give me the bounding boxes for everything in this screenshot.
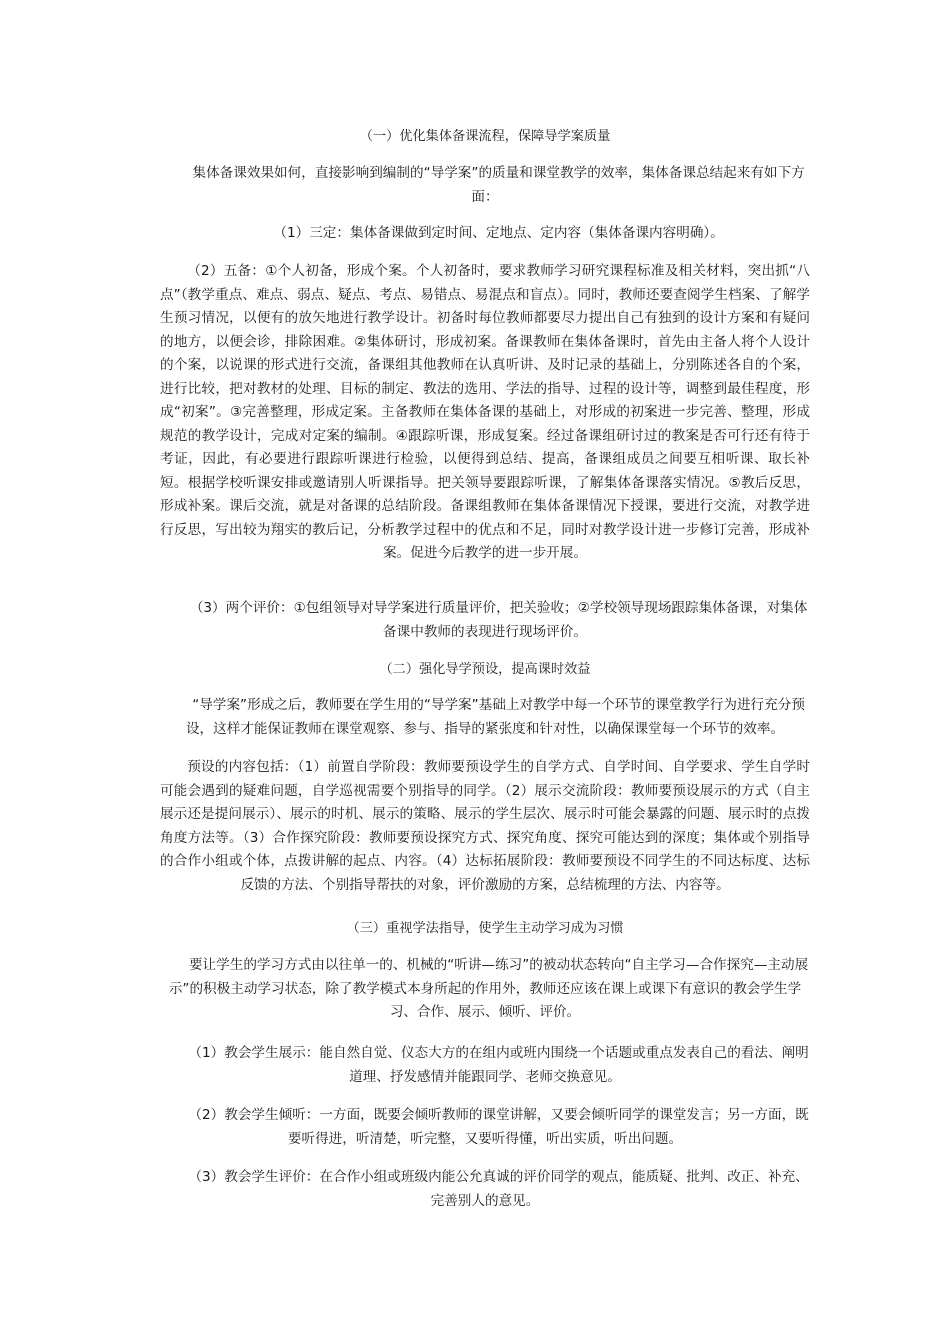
paragraph: “导学案”形成之后，教师要在学生用的“导学案”基础上对教学中每一个环节的课堂教学行为进行充分预设，这样才能保证教师在课堂观察、参与、指导的紧张度和针对性，以确保课堂每一个环节的效率。 [185,697,805,737]
paragraph: （3）教会学生评价：在合作小组或班级内能公允真诚的评价同学的观点，能质疑、批判、改正、补充、完善别人的意见。 [188,1169,809,1209]
paragraph: 要让学生的学习方式由以往单一的、机械的“听讲—练习”的被动状态转向“自主学习—合作探究—主动展示”的积极主动学习状态，除了教学模式本身所起的作用外，教师还应该在课上或课下有意识的教会学生学习、合作、展示、倾听、评价。 [168,957,809,1020]
paragraph: 预设的内容包括：（1）前置自学阶段：教师要预设学生的自学方式、自学时间、自学要求、学生自学时可能会遇到的疑难问题，自学巡视需要个别指导的同学。（2）展示交流阶段：教师要预设展示的方式（自主展示还是提问展示）、展示的时机、展示的策略、展示的学生层次、展示时可能会暴露的问题、展示时的点拨角度方法等。（3）合作探究阶段：教师要预设探究方式、探究角度、探究可能达到的深度；集体或个别指导的合作小组或个体，点拨讲解的起点、内容。（4）达标拓展阶段：教师要预设不同学生的不同达标度、达标反馈的方法、个别指导帮扶的对象，评价激励的方案，总结梳理的方法、内容等。 [160,759,810,893]
paragraph: （1）三定：集体备课做到定时间、定地点、定内容（集体备课内容明确）。 [273,225,724,241]
paragraph: （1）教会学生展示：能自然自觉、仪态大方的在组内或班内围绕一个话题或重点发表自己的看法、阐明道理、抒发感情并能跟同学、老师交换意见。 [188,1045,809,1085]
paragraph: （2）教会学生倾听：一方面，既要会倾听教师的课堂讲解，又要会倾听同学的课堂发言；另一方面，既要听得进，听清楚，听完整，又要听得懂，听出实质，听出问题。 [188,1107,809,1147]
section-heading-1: （一）优化集体备课流程，保障导学案质量 [359,129,611,144]
section-heading-3: （三）重视学法指导，使学生主动学习成为习惯 [346,921,624,936]
section-heading-2: （二）强化导学预设，提高课时效益 [379,662,591,677]
paragraph: （3）两个评价：①包组领导对导学案进行质量评价，把关验收；②学校领导现场跟踪集体备课，对集体备课中教师的表现进行现场评价。 [189,600,808,640]
paragraph: （2）五备：①个人初备，形成个案。个人初备时，要求教师学习研究课程标准及相关材料，突出抓“八点”（教学重点、难点、弱点、疑点、考点、易错点、易混点和盲点）。同时，教师还要查阅学生档案、了解学生预习情况，以便有的放矢地进行教学设计。初备时每位教师都要尽力提出自己有独到的设计方案和有疑问的地方，以便会诊，排除困难。②集体研讨，形成初案。备课教师在集体备课时，首先由主备人将个人设计的个案，以说课的形式进行交流，备课组其他教师在认真听讲、及时记录的基础上，分别陈述各自的个案，进行比较，把对教材的处理、目标的制定、教法的选用、学法的指导、过程的设计等，调整到最佳程度，形成“初案”。③完善整理，形成定案。主备教师在集体备课的基础上，对形成的初案进一步完善、整理，形成规范的教学设计，完成对定案的编制。④跟踪听课，形成复案。经过备课组研讨过的教案是否可行还有待于考证，因此，有必要进行跟踪听课进行检验，以便得到总结、提高，备课组成员之间要互相听课、取长补短。根据学校听课安排或邀请别人听课指导。把关领导要跟踪听课，了解集体备课落实情况。⑤教后反思，形成补案。课后交流，就是对备课的总结阶段。备课组教师在集体备课情况下授课，要进行交流，对教学进行反思，写出较为翔实的教后记，分析教学过程中的优点和不足，同时对教学设计进一步修订完善，形成补案。促进今后教学的进一步开展。 [160,263,810,561]
paragraph: 集体备课效果如何，直接影响到编制的“导学案”的质量和课堂教学的效率，集体备课总结起来有如下方面： [192,165,805,205]
